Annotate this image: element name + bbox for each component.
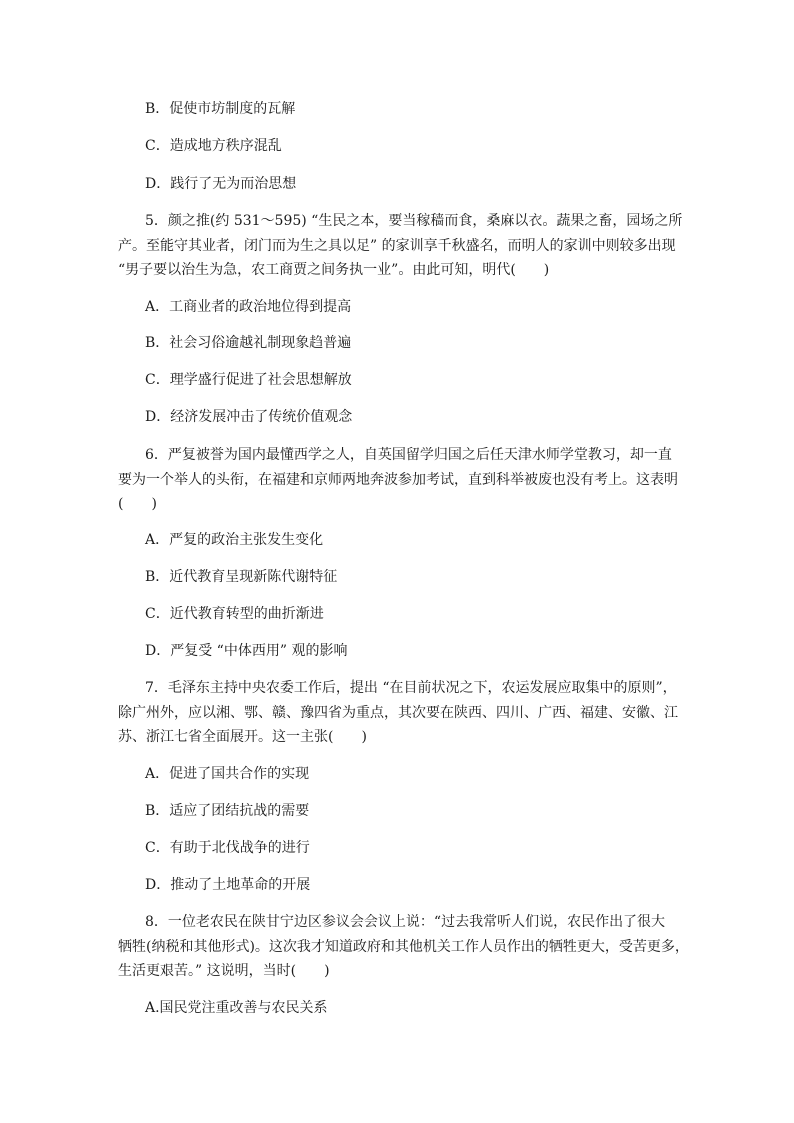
q7-option-d: D．推动了土地革命的开展 (145, 877, 311, 893)
q6-stem-line-2: 要为一个举人的头衔，在福建和京师两地奔波参加考试，直到科举被废也没有考上。这表明 (118, 472, 678, 488)
q4-option-d: D．践行了无为而治思想 (145, 176, 297, 192)
q5-option-b: B．社会习俗逾越礼制现象趋普遍 (145, 335, 352, 351)
q6-stem-line-1: 6．严复被誉为国内最懂西学之人，自英国留学归国之后任天津水师学堂教习，却一直 (145, 447, 672, 463)
q8-stem-line-2: 牺牲(纳税和其他形式)。这次我才知道政府和其他机关工作人员作出的牺牲更大，受苦更多， (118, 939, 689, 955)
q5-option-c: C．理学盛行促进了社会思想解放 (145, 372, 352, 388)
q8-stem-line-1: 8．一位老农民在陕甘宁边区参议会会议上说：“过去我常听人们说，农民作出了很大 (145, 914, 666, 930)
q4-option-b: B．促使市坊制度的瓦解 (145, 101, 296, 117)
q7-stem-line-1: 7．毛泽东主持中央农委工作后，提出 “在目前状况之下，农运发展应取集中的原则”， (145, 680, 677, 696)
q6-option-c: C．近代教育转型的曲折渐进 (145, 606, 324, 622)
q5-option-a: A．工商业者的政治地位得到提高 (145, 299, 352, 315)
q7-stem-line-2: 除广州外，应以湘、鄂、赣、豫四省为重点，其次要在陕西、四川、广西、福建、安徽、江 (118, 705, 678, 721)
q6-option-b: B．近代教育呈现新陈代谢特征 (145, 569, 338, 585)
q8-stem-line-3: 生活更艰苦。” 这说明，当时( ) (118, 963, 330, 979)
q5-stem-line-1: 5．颜之推(约 531～595) “生民之本，要当稼穑而食，桑麻以衣。蔬果之畜，园场之所 (145, 213, 683, 229)
q8-option-a: A.国民党注重改善与农民关系 (145, 1000, 328, 1016)
q5-stem-line-2: 产。至能守其业者，闭门而为生之具以足” 的家训享千秋盛名，而明人的家训中则较多出现 (118, 238, 676, 254)
q5-stem-line-3: “男子要以治生为急，农工商贾之间务执一业”。由此可知，明代( ) (118, 262, 550, 278)
q7-stem-line-3: 苏、浙江七省全面展开。这一主张( ) (118, 729, 367, 745)
q6-stem-line-3: ( ) (118, 496, 157, 512)
q6-option-d: D．严复受 “中体西用” 观的影响 (145, 643, 348, 659)
q7-option-a: A．促进了国共合作的实现 (145, 766, 310, 782)
q6-option-a: A．严复的政治主张发生变化 (145, 532, 324, 548)
q5-option-d: D．经济发展冲击了传统价值观念 (145, 409, 353, 425)
q7-option-b: B．适应了团结抗战的需要 (145, 803, 310, 819)
q7-option-c: C．有助于北伐战争的进行 (145, 840, 310, 856)
q4-option-c: C．造成地方秩序混乱 (145, 138, 282, 154)
